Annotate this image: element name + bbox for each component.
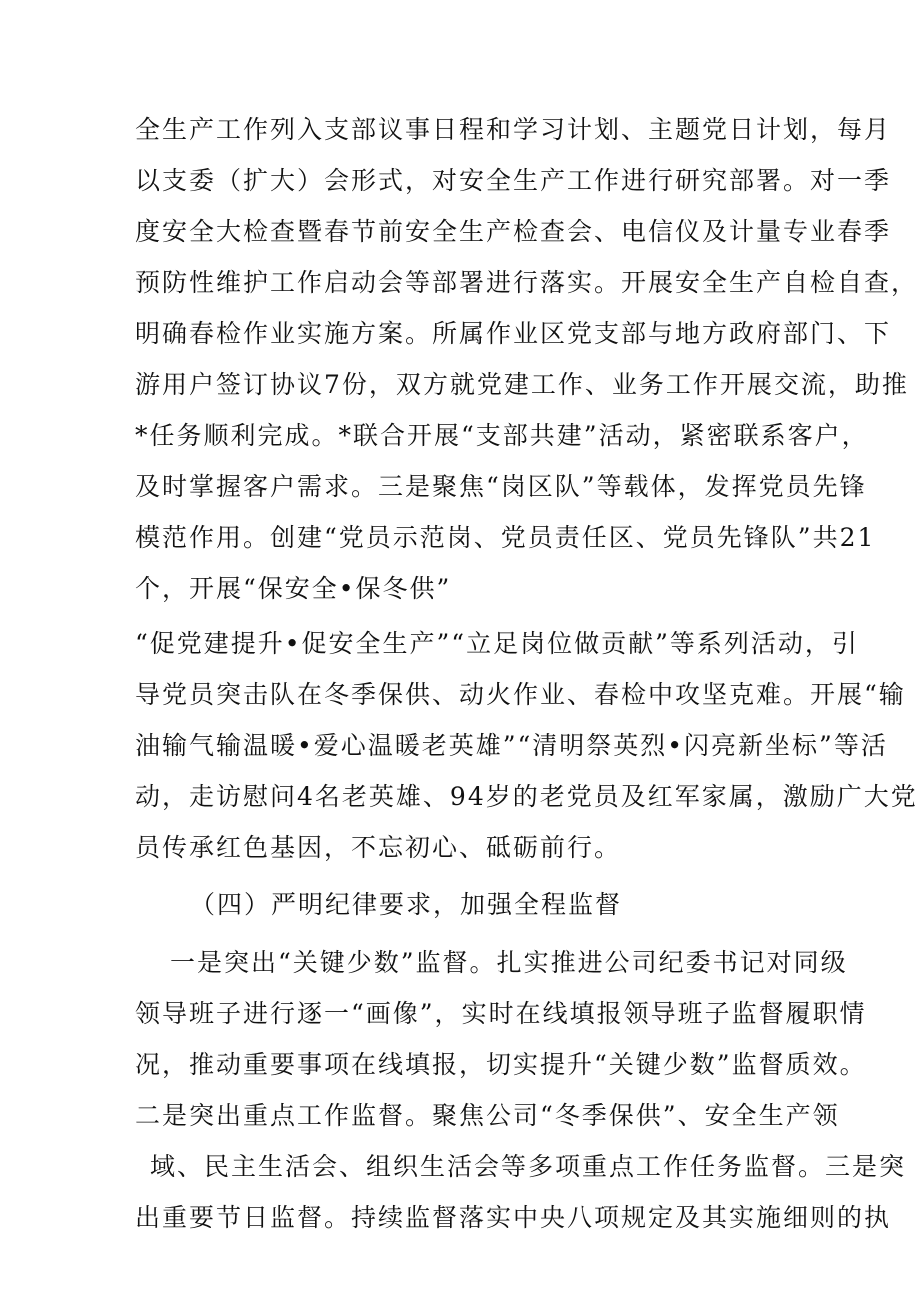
text-line: 及时掌握客户需求。三是聚焦“岗区队”等载体，发挥党员先锋 — [135, 472, 867, 501]
text-line: 个，开展“保安全•保冬供” — [135, 574, 452, 603]
text-line: 出重要节日监督。持续监督落实中央八项规定及其实施细则的执 — [135, 1203, 892, 1232]
text-line: 员传承红色基因，不忘初心、砥砺前行。 — [135, 833, 622, 862]
text-line: 以支委（扩大）会形式，对安全生产工作进行研究部署。对一季 — [135, 166, 892, 195]
text-line: 动，走访慰问4名老英雄、94岁的老党员及红军家属，激励广大党 — [135, 782, 918, 811]
text-line: 域、民主生活会、组织生活会等多项重点工作任务监督。三是突 — [150, 1152, 907, 1181]
text-line: 预防性维护工作启动会等部署进行落实。开展安全生产自检自查， — [135, 268, 919, 297]
text-line: 模范作用。创建“党员示范岗、党员责任区、党员先锋队”共21 — [135, 523, 876, 552]
text-line: 导党员突击队在冬季保供、动火作业、春检中攻坚克难。开展“输 — [135, 680, 906, 709]
section-heading: （四）严明纪律要求，加强全程监督 — [190, 890, 623, 919]
text-line: 度安全大检查暨春节前安全生产检查会、电信仪及计量专业春季 — [135, 217, 892, 246]
text-line: 二是突出重点工作监督。聚焦公司“冬季保供”、安全生产领 — [135, 1101, 840, 1130]
text-line: 全生产工作列入支部议事日程和学习计划、主题党日计划，每月 — [135, 115, 892, 144]
text-line: *任务顺利完成。*联合开展“支部共建”活动，紧密联系客户， — [135, 421, 869, 450]
text-line: 领导班子进行逐一“画像”，实时在线填报领导班子监督履职情 — [135, 999, 867, 1028]
text-line: “促党建提升•促安全生产”“立足岗位做贡献”等系列活动，引 — [135, 629, 859, 658]
text-line: 游用户签订协议7份，双方就党建工作、业务工作开展交流，助推 — [135, 370, 909, 399]
text-line: 明确春检作业实施方案。所属作业区党支部与地方政府部门、下 — [135, 319, 892, 348]
text-line: 油输气输温暖•爱心温暖老英雄”“清明祭英烈•闪亮新坐标”等活 — [135, 731, 888, 760]
text-line: 况，推动重要事项在线填报，切实提升“关键少数”监督质效。 — [135, 1050, 867, 1079]
text-line: 一是突出“关键少数”监督。扎实推进公司纪委书记对同级 — [170, 948, 848, 977]
